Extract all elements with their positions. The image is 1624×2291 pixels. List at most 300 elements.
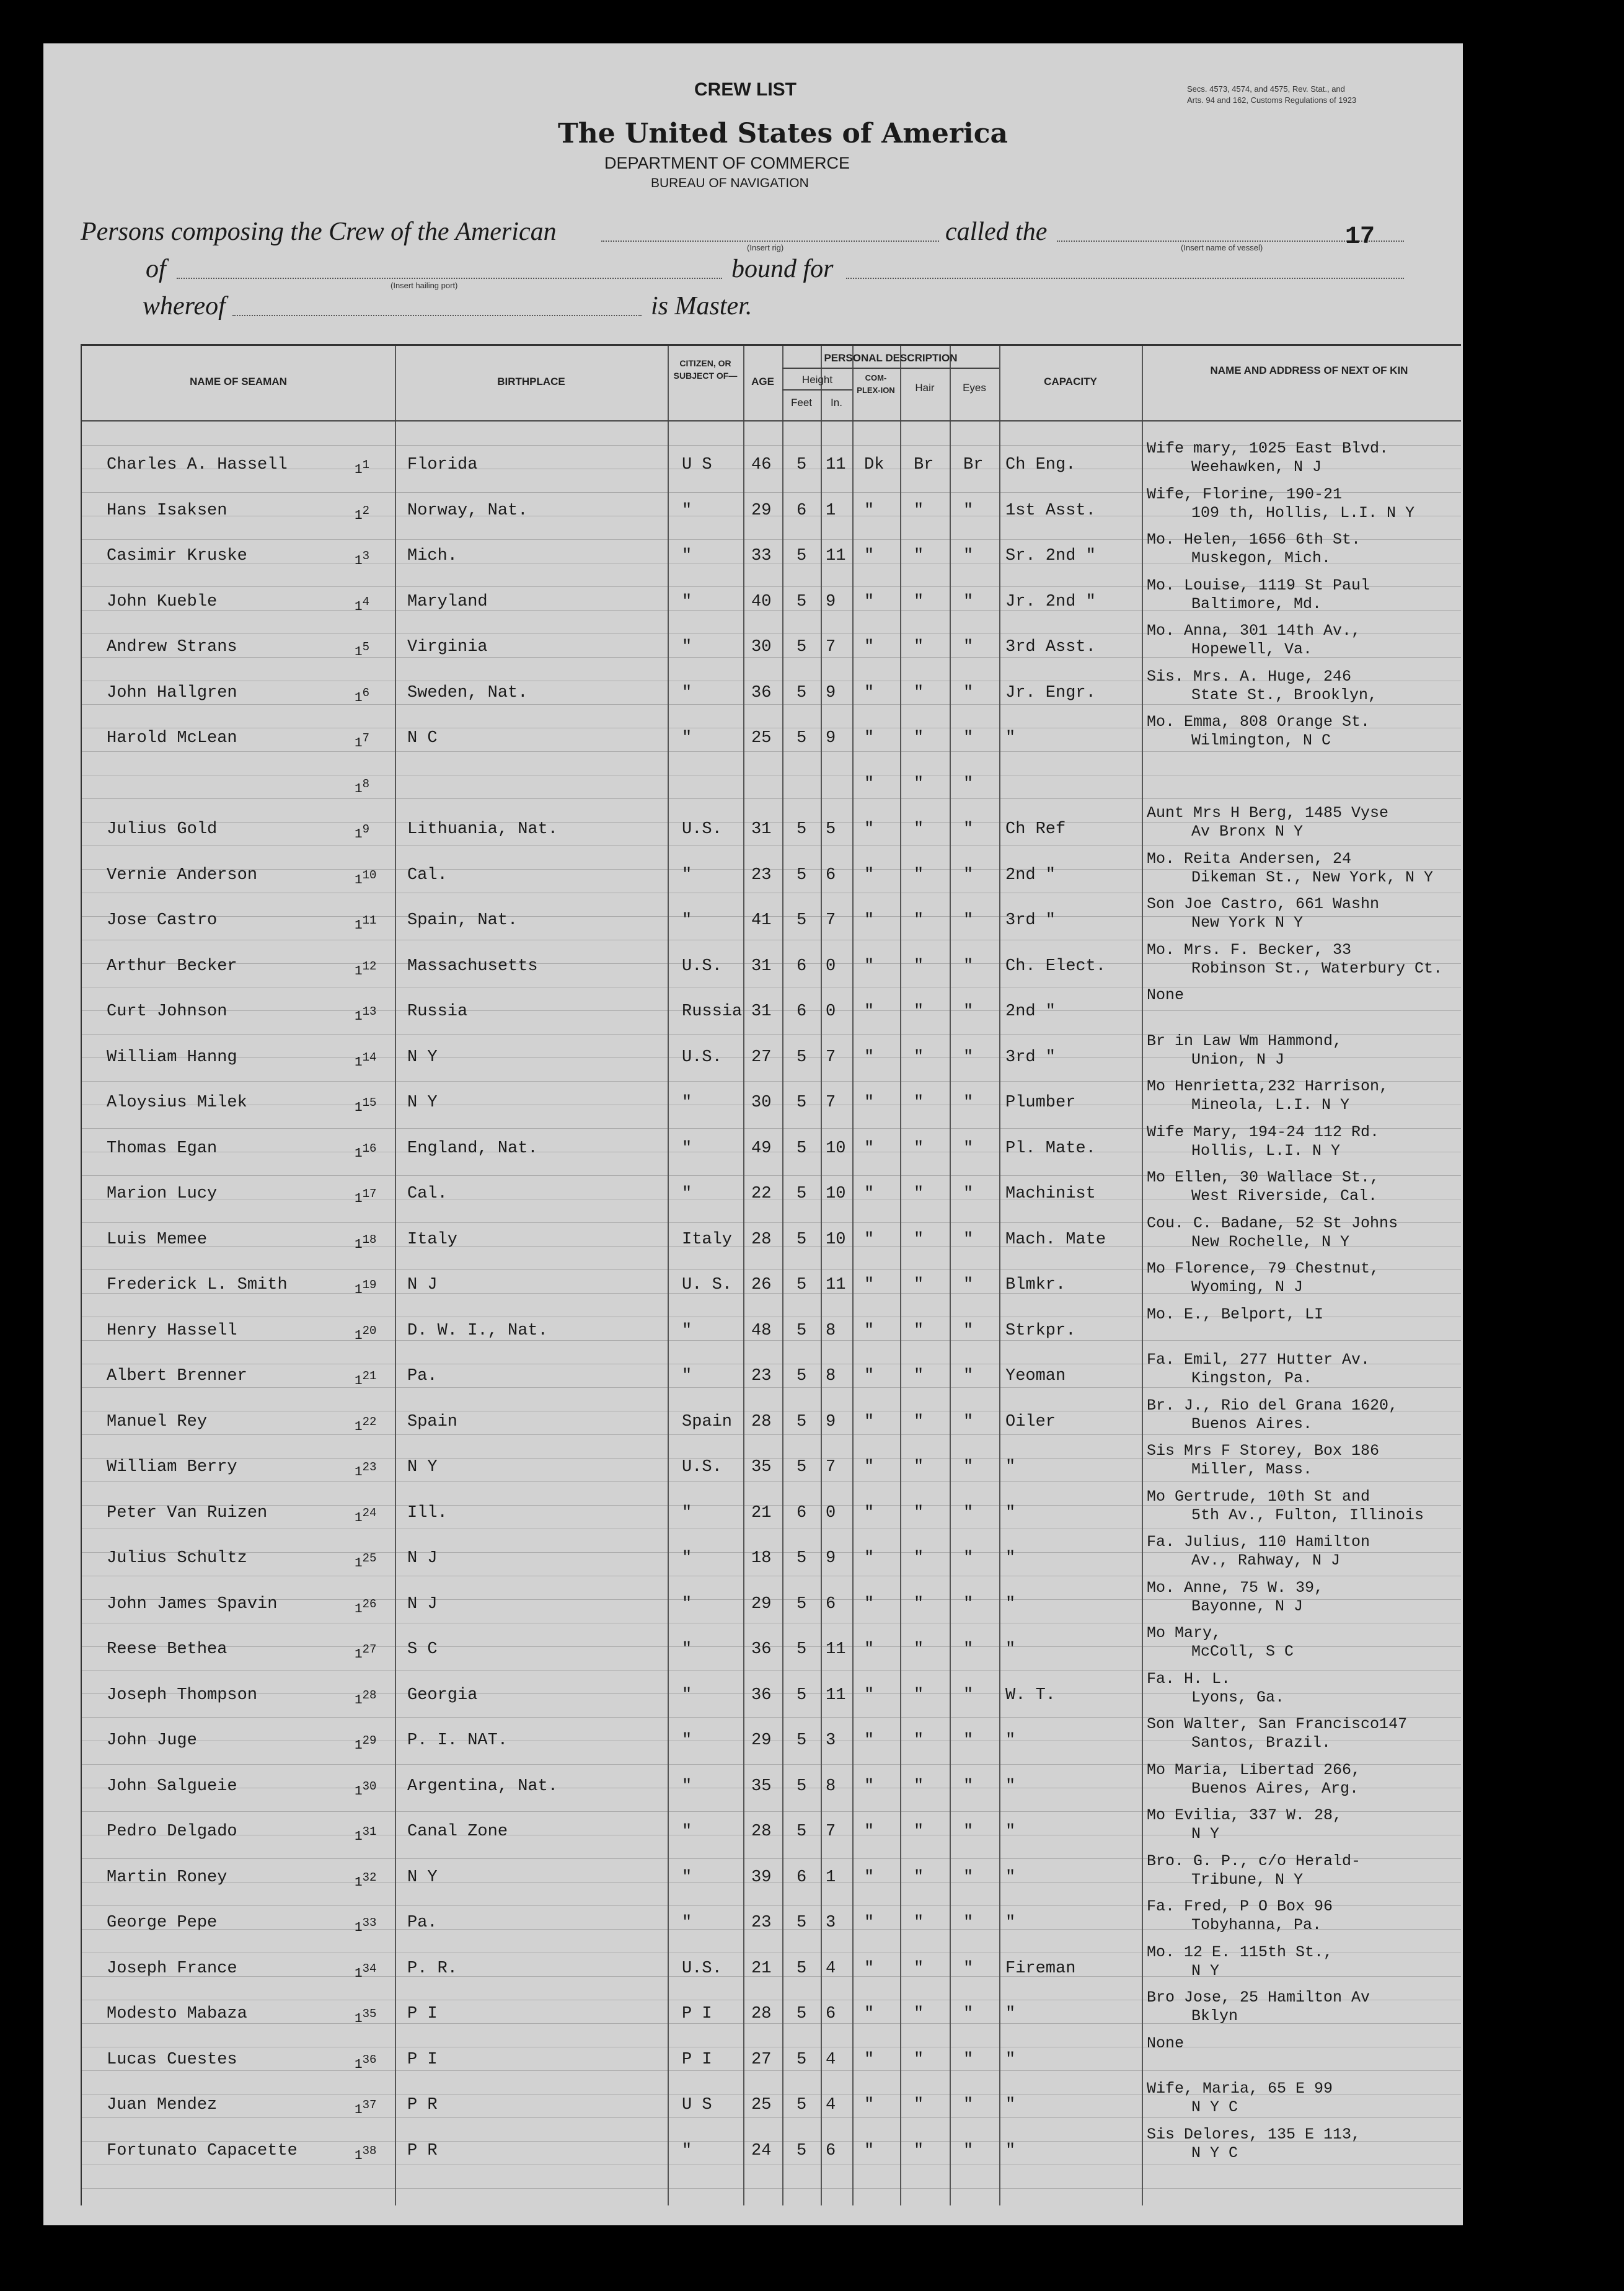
capacity: Mach. Mate (1005, 1230, 1106, 1249)
birthplace: Argentina, Nat. (407, 1777, 558, 1796)
hair: " (914, 1868, 924, 1887)
hair: " (914, 1777, 924, 1796)
citizenship: U.S. (682, 1048, 722, 1067)
line-number-main: 1 (355, 1875, 363, 1890)
age: 25 (751, 729, 772, 748)
eyes: " (963, 547, 974, 565)
line-number-sub: 30 (362, 1779, 377, 1793)
seaman-name: Vernie Anderson (107, 865, 258, 885)
age: 28 (751, 2005, 772, 2023)
line-number (355, 1185, 376, 1209)
birthplace: Canal Zone (407, 1822, 508, 1841)
hair: " (914, 774, 924, 793)
height-inches: 6 (826, 1594, 836, 1613)
seaman-name: John Juge (107, 1731, 197, 1750)
age: 27 (751, 1048, 772, 1067)
hair: " (914, 956, 924, 976)
age: 35 (751, 1458, 772, 1477)
next-of-kin-line1: None (1147, 2034, 1185, 2052)
age: 30 (751, 1093, 772, 1112)
height-inches: 9 (826, 592, 836, 611)
next-of-kin-line2: Kingston, Pa. (1191, 1369, 1313, 1387)
next-of-kin-line1: Mo. Louise, 1119 St Paul (1147, 576, 1370, 594)
complexion: " (864, 729, 875, 748)
height-feet: 5 (797, 820, 807, 839)
hair: " (914, 1367, 924, 1385)
seaman-name: Marion Lucy (107, 1185, 218, 1203)
citizenship: " (682, 1185, 692, 1203)
line-number-main: 1 (355, 964, 363, 979)
height-inches: 9 (826, 1412, 836, 1431)
line-number-main: 1 (355, 463, 363, 477)
eyes: " (963, 1185, 974, 1203)
capacity: " (1005, 1914, 1016, 1932)
hair: " (914, 1185, 924, 1203)
birthplace: P I (407, 2050, 438, 2069)
height-inches: 7 (826, 1458, 836, 1477)
eyes: " (963, 1276, 974, 1294)
hair: " (914, 547, 924, 565)
line-number-sub: 19 (362, 1278, 377, 1292)
height-inches: 6 (826, 865, 836, 885)
col-name-of-seaman: NAME OF SEAMAN (190, 376, 287, 387)
age: 36 (751, 1640, 772, 1659)
hair: " (914, 729, 924, 748)
height-feet: 5 (797, 1914, 807, 1932)
seaman-name: Peter Van Ruizen (107, 1503, 268, 1522)
next-of-kin-line1: Wife mary, 1025 East Blvd. (1147, 439, 1389, 457)
height-inches: 8 (826, 1367, 836, 1385)
line-number (355, 1959, 376, 1984)
line-number-sub: 5 (362, 640, 370, 654)
line-number-sub: 31 (362, 1825, 377, 1839)
citizenship: " (682, 638, 692, 656)
col-complexion: COM-PLEX-ION (857, 373, 895, 395)
height-feet: 6 (797, 1002, 807, 1021)
line-number-sub: 36 (362, 2052, 377, 2067)
next-of-kin-line1: Mo Mary, (1147, 1624, 1222, 1642)
line-number-main: 1 (355, 1192, 363, 1206)
crew-line-prefix: Persons composing the Crew of the American (81, 218, 557, 246)
age: 21 (751, 1503, 772, 1522)
hair: " (914, 1549, 924, 1568)
height-inches: 6 (826, 2141, 836, 2160)
citizenship: " (682, 1914, 692, 1932)
line-number (355, 1322, 376, 1346)
line-number-main: 1 (355, 1602, 363, 1617)
seaman-name: Pedro Delgado (107, 1822, 237, 1841)
complexion: " (864, 2141, 875, 2160)
height-inches: 0 (826, 1002, 836, 1021)
height-feet: 5 (797, 2050, 807, 2069)
port-hint: (Insert hailing port) (391, 281, 458, 290)
height-inches: 9 (826, 683, 836, 702)
line-number (355, 1595, 376, 1619)
height-feet: 5 (797, 1412, 807, 1431)
birthplace: Cal. (407, 865, 448, 885)
height-inches: 11 (826, 1276, 846, 1294)
line-number (355, 1549, 376, 1573)
col-citizen: CITIZEN, OR SUBJECT OF— (673, 358, 738, 381)
seaman-name: Hans Isaksen (107, 501, 227, 520)
age: 21 (751, 1959, 772, 1978)
eyes: " (963, 2096, 974, 2114)
seaman-name: Fortunato Capacette (107, 2141, 298, 2160)
line-number (355, 2050, 376, 2075)
line-number-sub: 16 (362, 1141, 377, 1155)
seaman-name: Arthur Becker (107, 956, 237, 976)
height-inches: 0 (826, 956, 836, 976)
height-inches: 9 (826, 1549, 836, 1568)
hair: " (914, 1002, 924, 1021)
birthplace: N J (407, 1276, 438, 1294)
next-of-kin-line2: Hollis, L.I. N Y (1191, 1141, 1341, 1160)
hair: " (914, 1594, 924, 1613)
age: 27 (751, 2050, 772, 2069)
capacity: " (1005, 2005, 1016, 2023)
line-number-main: 1 (355, 645, 363, 660)
citizenship: U.S. (682, 1458, 722, 1477)
line-number-sub: 32 (362, 1870, 377, 1884)
complexion: " (864, 2096, 875, 2114)
next-of-kin-line1: Br. J., Rio del Grana 1620, (1147, 1396, 1398, 1415)
next-of-kin-line1: Sis Mrs F Storey, Box 186 (1147, 1442, 1380, 1460)
height-feet: 5 (797, 1093, 807, 1112)
birthplace: Mich. (407, 547, 458, 565)
seaman-name: Joseph France (107, 1959, 237, 1978)
line-number (355, 1640, 376, 1664)
seaman-name: George Pepe (107, 1914, 218, 1932)
line-number (355, 957, 376, 981)
height-inches: 10 (826, 1230, 846, 1249)
complexion: " (864, 501, 875, 520)
age: 23 (751, 865, 772, 885)
rig-field (601, 241, 939, 242)
complexion: " (864, 1048, 875, 1067)
citizenship: " (682, 1868, 692, 1887)
seaman-name: Casimir Kruske (107, 547, 247, 565)
birthplace: P I (407, 2005, 438, 2023)
eyes: " (963, 774, 974, 793)
height-feet: 6 (797, 501, 807, 520)
birthplace: Spain (407, 1412, 458, 1431)
line-number (355, 1458, 376, 1482)
line-number-sub: 20 (362, 1323, 377, 1338)
birthplace: Florida (407, 456, 478, 474)
birthplace: Russia (407, 1002, 468, 1021)
height-feet: 5 (797, 638, 807, 656)
line-number-sub: 4 (362, 594, 370, 609)
line-number-main: 1 (355, 508, 363, 523)
table-row (82, 1578, 1461, 1633)
next-of-kin-line2: Union, N J (1191, 1050, 1285, 1069)
eyes: " (963, 2050, 974, 2069)
line-number-sub: 22 (362, 1415, 377, 1429)
next-of-kin-line2: Av., Rahway, N J (1191, 1552, 1341, 1569)
citizenship: " (682, 1777, 692, 1796)
next-of-kin-line1: Mo. Reita Andersen, 24 (1147, 849, 1352, 868)
eyes: " (963, 1321, 974, 1340)
seaman-name: Julius Gold (107, 820, 218, 839)
height-inches: 10 (826, 1185, 846, 1203)
capacity: " (1005, 1731, 1016, 1750)
age: 30 (751, 638, 772, 656)
height-feet: 5 (797, 1230, 807, 1249)
line-number (355, 501, 369, 526)
complexion: " (864, 1276, 875, 1294)
citizenship: U S (682, 2096, 712, 2114)
capacity: Machinist (1005, 1185, 1096, 1203)
capacity: " (1005, 2050, 1016, 2069)
height-feet: 5 (797, 1321, 807, 1340)
eyes: " (963, 638, 974, 656)
next-of-kin-line1: Cou. C. Badane, 52 St Johns (1147, 1214, 1398, 1232)
complexion: " (864, 1458, 875, 1477)
age: 41 (751, 911, 772, 930)
eyes: " (963, 1139, 974, 1158)
capacity: " (1005, 1777, 1016, 1796)
height-inches: 10 (826, 1139, 846, 1158)
next-of-kin-line2: Santos, Brazil. (1191, 1734, 1331, 1752)
citizenship: " (682, 1640, 692, 1659)
line-number-main: 1 (355, 1283, 363, 1297)
bound-for-label: bound for (731, 255, 834, 283)
height-inches: 5 (826, 820, 836, 839)
birthplace: Italy (407, 1230, 458, 1249)
complexion: " (864, 1230, 875, 1249)
hair: " (914, 1321, 924, 1340)
complexion: " (864, 2005, 875, 2023)
eyes: " (963, 1503, 974, 1522)
citizenship: U.S. (682, 820, 722, 839)
complexion: " (864, 1139, 875, 1158)
whereof-label: whereof (143, 292, 226, 320)
birthplace: P. R. (407, 1959, 458, 1978)
table-row (82, 2125, 1461, 2180)
hair: " (914, 1093, 924, 1112)
seaman-name: John James Spavin (107, 1594, 278, 1613)
height-inches: 7 (826, 1822, 836, 1841)
age: 23 (751, 1914, 772, 1932)
eyes: " (963, 683, 974, 702)
age: 39 (751, 1868, 772, 1887)
line-number-sub: 13 (362, 1005, 377, 1018)
next-of-kin-line2: Av Bronx N Y (1191, 823, 1304, 841)
next-of-kin-line2: Buenos Aires, Arg. (1191, 1779, 1359, 1798)
line-number-main: 1 (355, 1146, 363, 1161)
hair: " (914, 2096, 924, 2114)
citizenship: " (682, 1822, 692, 1841)
next-of-kin-line2: N Y (1191, 1961, 1220, 1980)
capacity: " (1005, 1458, 1016, 1477)
line-number (355, 593, 369, 617)
line-number-main: 1 (355, 1101, 363, 1115)
height-feet: 5 (797, 1959, 807, 1978)
age: 24 (751, 2141, 772, 2160)
capacity: " (1005, 1868, 1016, 1887)
hair: " (914, 1048, 924, 1067)
next-of-kin-line1: Mo. Emma, 808 Orange St. (1147, 713, 1370, 731)
citizenship: " (682, 729, 692, 748)
hair: " (914, 683, 924, 702)
seaman-name: Charles A. Hassell (107, 456, 288, 474)
master-label: is Master. (651, 292, 752, 320)
line-number-main: 1 (355, 1966, 363, 1981)
capacity: Blmkr. (1005, 1276, 1066, 1294)
citizenship: U.S. (682, 1959, 722, 1978)
complexion: " (864, 2050, 875, 2069)
complexion: " (864, 774, 875, 793)
hair: " (914, 1276, 924, 1294)
next-of-kin-line2: New Rochelle, N Y (1191, 1232, 1350, 1251)
citizenship: " (682, 1367, 692, 1385)
next-of-kin-line1: Fa. H. L. (1147, 1669, 1231, 1688)
height-feet: 5 (797, 1185, 807, 1203)
citizenship: U S (682, 456, 712, 474)
line-number-main: 1 (355, 1784, 363, 1799)
next-of-kin-line2: Dikeman St., New York, N Y (1191, 868, 1434, 886)
capacity: Jr. Engr. (1005, 683, 1096, 702)
col-personal-description: PERSONAL DESCRIPTION (824, 352, 958, 364)
table-row (82, 940, 1461, 995)
eyes: " (963, 1868, 974, 1887)
complexion: " (864, 820, 875, 839)
height-feet: 5 (797, 1731, 807, 1750)
citizenship: " (682, 592, 692, 611)
height-inches: 7 (826, 1093, 836, 1112)
birthplace: Sweden, Nat. (407, 683, 528, 702)
height-inches: 9 (826, 729, 836, 748)
next-of-kin-line1: Mo Henrietta,232 Harrison, (1147, 1077, 1389, 1095)
capacity: " (1005, 2141, 1016, 2160)
seaman-name: Curt Johnson (107, 1002, 227, 1021)
seaman-name: Albert Brenner (107, 1367, 247, 1385)
age: 25 (751, 2096, 772, 2114)
eyes: " (963, 1002, 974, 1021)
citizenship: P I (682, 2005, 712, 2023)
hair: " (914, 1503, 924, 1522)
eyes: " (963, 1685, 974, 1705)
height-inches: 6 (826, 2005, 836, 2023)
hair: " (914, 2141, 924, 2160)
capacity: " (1005, 1594, 1016, 1613)
line-number-main: 1 (355, 2012, 363, 2026)
age: 31 (751, 956, 772, 976)
line-number-main: 1 (355, 1465, 363, 1480)
height-feet: 5 (797, 456, 807, 474)
next-of-kin-line1: Bro. G. P., c/o Herald- (1147, 1852, 1361, 1870)
destination-field (846, 278, 1404, 279)
next-of-kin-line1: Aunt Mrs H Berg, 1485 Vyse (1147, 804, 1389, 822)
age: 31 (751, 1002, 772, 1021)
statute-ref-1: Secs. 4573, 4574, and 4575, Rev. Stat., and (1187, 84, 1345, 94)
line-number-main: 1 (355, 1374, 363, 1388)
hair: " (914, 1731, 924, 1750)
height-feet: 5 (797, 1458, 807, 1477)
next-of-kin-line1: Mo. Anne, 75 W. 39, (1147, 1578, 1324, 1597)
line-number-main: 1 (355, 1328, 363, 1343)
eyes: Br (963, 456, 984, 474)
height-feet: 5 (797, 2096, 807, 2114)
citizenship: Russia (682, 1002, 743, 1021)
age: 48 (751, 1321, 772, 1340)
next-of-kin-line1: Fa. Fred, P O Box 96 (1147, 1897, 1333, 1915)
capacity: Strkpr. (1005, 1321, 1076, 1340)
age: 49 (751, 1139, 772, 1158)
eyes: " (963, 1594, 974, 1613)
citizenship: " (682, 501, 692, 520)
citizenship: P I (682, 2050, 712, 2069)
line-number-sub: 26 (362, 1597, 377, 1611)
line-number-sub: 3 (362, 549, 370, 563)
complexion: " (864, 1002, 875, 1021)
crew-list-form (43, 43, 1463, 2225)
birthplace: Lithuania, Nat. (407, 820, 558, 839)
next-of-kin-line1: Wife, Maria, 65 E 99 (1147, 2080, 1333, 2098)
line-number-main: 1 (355, 1830, 363, 1844)
line-number-sub: 8 (362, 777, 370, 791)
height-inches: 11 (826, 1685, 846, 1705)
height-inches: 4 (826, 2096, 836, 2114)
line-number-main: 1 (355, 1511, 363, 1525)
eyes: " (963, 501, 974, 520)
next-of-kin-line2: New York N Y (1191, 914, 1304, 932)
birthplace: N J (407, 1594, 438, 1613)
line-number-main: 1 (355, 1237, 363, 1252)
nation-title: The United States of America (558, 118, 1008, 149)
next-of-kin-line1: Wife Mary, 194-24 112 Rd. (1147, 1123, 1380, 1141)
vessel-hint: (Insert name of vessel) (1181, 243, 1263, 252)
called-the-label: called the (945, 218, 1048, 246)
seaman-name: Julius Schultz (107, 1549, 247, 1568)
line-number-sub: 35 (362, 2007, 377, 2021)
line-number-sub: 34 (362, 1961, 377, 1975)
birthplace: Ill. (407, 1503, 448, 1522)
col-inches: In. (831, 397, 842, 408)
next-of-kin-line1: Mo. Helen, 1656 6th St. (1147, 531, 1361, 549)
col-capacity: CAPACITY (1044, 376, 1097, 387)
birthplace: N Y (407, 1048, 438, 1067)
line-number-sub: 9 (362, 823, 370, 836)
hair: " (914, 1640, 924, 1659)
complexion: " (864, 1594, 875, 1613)
age: 29 (751, 1731, 772, 1750)
birthplace: P R (407, 2096, 438, 2114)
complexion: " (864, 1868, 875, 1887)
line-number (355, 2142, 376, 2166)
line-number-sub: 29 (362, 1734, 377, 1747)
complexion: " (864, 1367, 875, 1385)
eyes: " (963, 1367, 974, 1385)
line-number-sub: 17 (362, 1187, 377, 1201)
eyes: " (963, 956, 974, 976)
line-number-sub: 12 (362, 959, 377, 973)
complexion: " (864, 1822, 875, 1841)
next-of-kin-line2: Tribune, N Y (1191, 1870, 1304, 1889)
next-of-kin-line1: Fa. Emil, 277 Hutter Av. (1147, 1351, 1370, 1369)
complexion: " (864, 1549, 875, 1568)
col-height: Height (801, 374, 833, 386)
age: 46 (751, 456, 772, 474)
next-of-kin-line1: Mo Ellen, 30 Wallace St., (1147, 1168, 1380, 1186)
next-of-kin-line2: State St., Brooklyn, (1191, 686, 1378, 704)
height-feet: 6 (797, 1868, 807, 1887)
birthplace: P R (407, 2141, 438, 2160)
seaman-name: Martin Roney (107, 1868, 227, 1887)
capacity: Pl. Mate. (1005, 1139, 1096, 1158)
hair: " (914, 2005, 924, 2023)
height-feet: 5 (797, 1777, 807, 1796)
